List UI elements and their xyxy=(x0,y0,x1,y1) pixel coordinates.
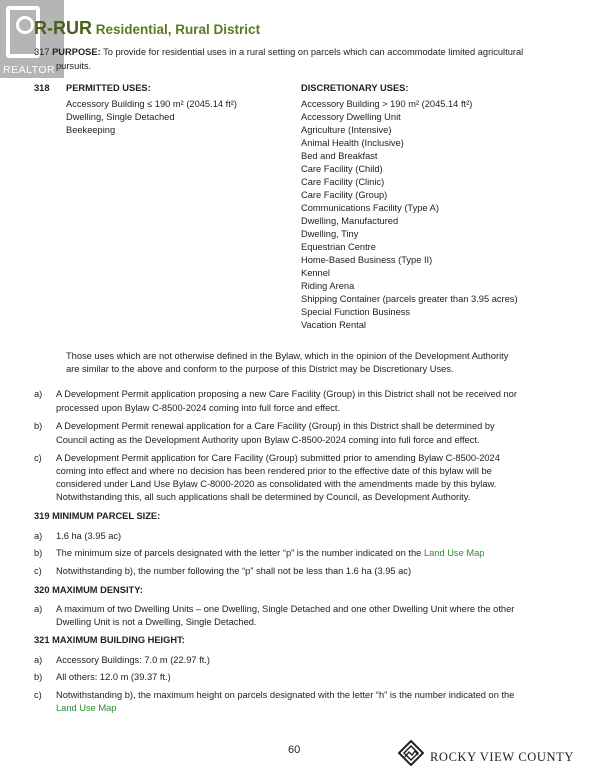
realtor-watermark xyxy=(0,0,64,78)
discretionary-note-line1: Those uses which are not otherwise defined in the Bylaw, which in the opinion of the Development Authority xyxy=(66,351,509,361)
clause-318b-line1: A Development Permit renewal application for a Care Facility (Group) in this District shall be determined by xyxy=(56,421,495,431)
item-letter: c) xyxy=(34,453,42,463)
list-item: Care Facility (Child) xyxy=(301,164,383,174)
item-letter: a) xyxy=(34,604,43,614)
page-number: 60 xyxy=(288,744,301,756)
section-320-heading: 320 MAXIMUM DENSITY: xyxy=(34,585,143,595)
discretionary-uses-heading: DISCRETIONARY USES: xyxy=(301,83,409,93)
item-letter: b) xyxy=(34,672,43,682)
permitted-uses-heading: PERMITTED USES: xyxy=(66,83,151,93)
list-item: Riding Arena xyxy=(301,281,355,291)
clause-319b-text: The minimum size of parcels designated with the letter “p” is the number indicated on the xyxy=(56,548,422,558)
clause-320a-line1: A maximum of two Dwelling Units – one Dwelling, Single Detached and one other Dwelling Unit where the other xyxy=(56,604,515,614)
list-item: Dwelling, Manufactured xyxy=(301,216,399,226)
section-317-cont: pursuits. xyxy=(56,61,92,71)
clause-318c-line3: considered under Land Use Bylaw C-8000-2020 as consolidated with the amendments made by this bylaw. xyxy=(56,479,497,489)
section-number: 317 xyxy=(34,47,50,57)
list-item: Vacation Rental xyxy=(301,320,366,330)
clause-318c-line2: coming into effect and where no decision has been rendered prior to the effective date of this bylaw will be xyxy=(56,466,492,476)
clause-318c-line1: A Development Permit application for Care Facility (Group) submitted prior to amending Bylaw C-8500-2024 xyxy=(56,453,500,463)
list-item: Accessory Building > 190 m² (2045.14 ft²) xyxy=(301,99,473,109)
list-item: Accessory Building ≤ 190 m² (2045.14 ft²) xyxy=(66,99,237,109)
item-letter: a) xyxy=(34,655,43,665)
section-321-heading: 321 MAXIMUM BUILDING HEIGHT: xyxy=(34,635,185,645)
list-item: Care Facility (Clinic) xyxy=(301,177,385,187)
land-use-map-link[interactable]: Land Use Map xyxy=(423,548,485,558)
item-letter: a) xyxy=(34,389,43,399)
clause-318b-line2: Council acting as the Development Authority upon Bylaw C-8500-2024 coming into full force and effect. xyxy=(56,435,480,445)
clause-319b xyxy=(56,547,484,560)
land-use-map-link[interactable]: Land Use Map xyxy=(56,703,117,713)
list-item: Bed and Breakfast xyxy=(301,151,378,161)
list-item: Equestrian Centre xyxy=(301,242,376,252)
list-item: Animal Health (Inclusive) xyxy=(301,138,404,148)
list-item: Special Function Business xyxy=(301,307,411,317)
org-name: ROCKY VIEW COUNTY xyxy=(430,750,574,764)
section-319-heading: 319 MINIMUM PARCEL SIZE: xyxy=(34,511,161,521)
discretionary-note-line2: are similar to the above and conform to the purpose of this District may be Discretionary Uses. xyxy=(66,364,454,374)
list-item: Care Facility (Group) xyxy=(301,190,388,200)
district-title: Residential, Rural District xyxy=(95,22,261,37)
section-318-number: 318 xyxy=(34,83,50,93)
list-item: Communications Facility (Type A) xyxy=(301,203,439,213)
clause-320a-line2: Dwelling Unit is not a Dwelling, Single Detached. xyxy=(56,617,257,627)
list-item: Beekeeping xyxy=(66,125,116,135)
page-title xyxy=(34,18,260,39)
item-letter: b) xyxy=(34,548,43,558)
item-letter: b) xyxy=(34,421,43,431)
clause-319a: 1.6 ha (3.95 ac) xyxy=(56,531,122,541)
clause-318c-line4: Notwithstanding this, all such applications shall be determined by Council, as Development Authority. xyxy=(56,492,471,502)
item-letter: c) xyxy=(34,566,42,576)
clause-318a-line1: A Development Permit application proposing a new Care Facility (Group) in this District shall not be received nor xyxy=(56,389,517,399)
clause-321c-line1: Notwithstanding b), the maximum height on parcels designated with the letter “h” is the number indicated on the xyxy=(56,690,515,700)
permitted-uses-list xyxy=(66,98,237,137)
list-item: Agriculture (Intensive) xyxy=(301,125,392,135)
section-317 xyxy=(34,46,523,59)
clause-319c: Notwithstanding b), the number following the “p” shall not be less than 1.6 ha (3.95 ac) xyxy=(56,566,412,576)
item-letter: a) xyxy=(34,531,43,541)
list-item: Shipping Container (parcels greater than 3.95 acres) xyxy=(301,294,518,304)
rocky-view-logo-icon xyxy=(398,740,424,766)
list-item: Kennel xyxy=(301,268,330,278)
district-code: R-RUR xyxy=(34,18,92,38)
section-text: To provide for residential uses in a rural setting on parcels which can accommodate limited agricultural xyxy=(103,47,524,57)
clause-318a-line2: processed upon Bylaw C-8500-2024 coming into full force and effect. xyxy=(56,403,341,413)
list-item: Dwelling, Single Detached xyxy=(66,112,175,122)
discretionary-uses-list xyxy=(301,98,518,332)
section-label: PURPOSE: xyxy=(52,47,101,57)
clause-321b: All others: 12.0 m (39.37 ft.) xyxy=(56,672,171,682)
list-item: Home-Based Business (Type II) xyxy=(301,255,433,265)
clause-321a: Accessory Buildings: 7.0 m (22.97 ft.) xyxy=(56,655,210,665)
item-letter: c) xyxy=(34,690,42,700)
list-item: Accessory Dwelling Unit xyxy=(301,112,401,122)
realtor-watermark-text: REALTOR xyxy=(3,64,56,76)
list-item: Dwelling, Tiny xyxy=(301,229,359,239)
